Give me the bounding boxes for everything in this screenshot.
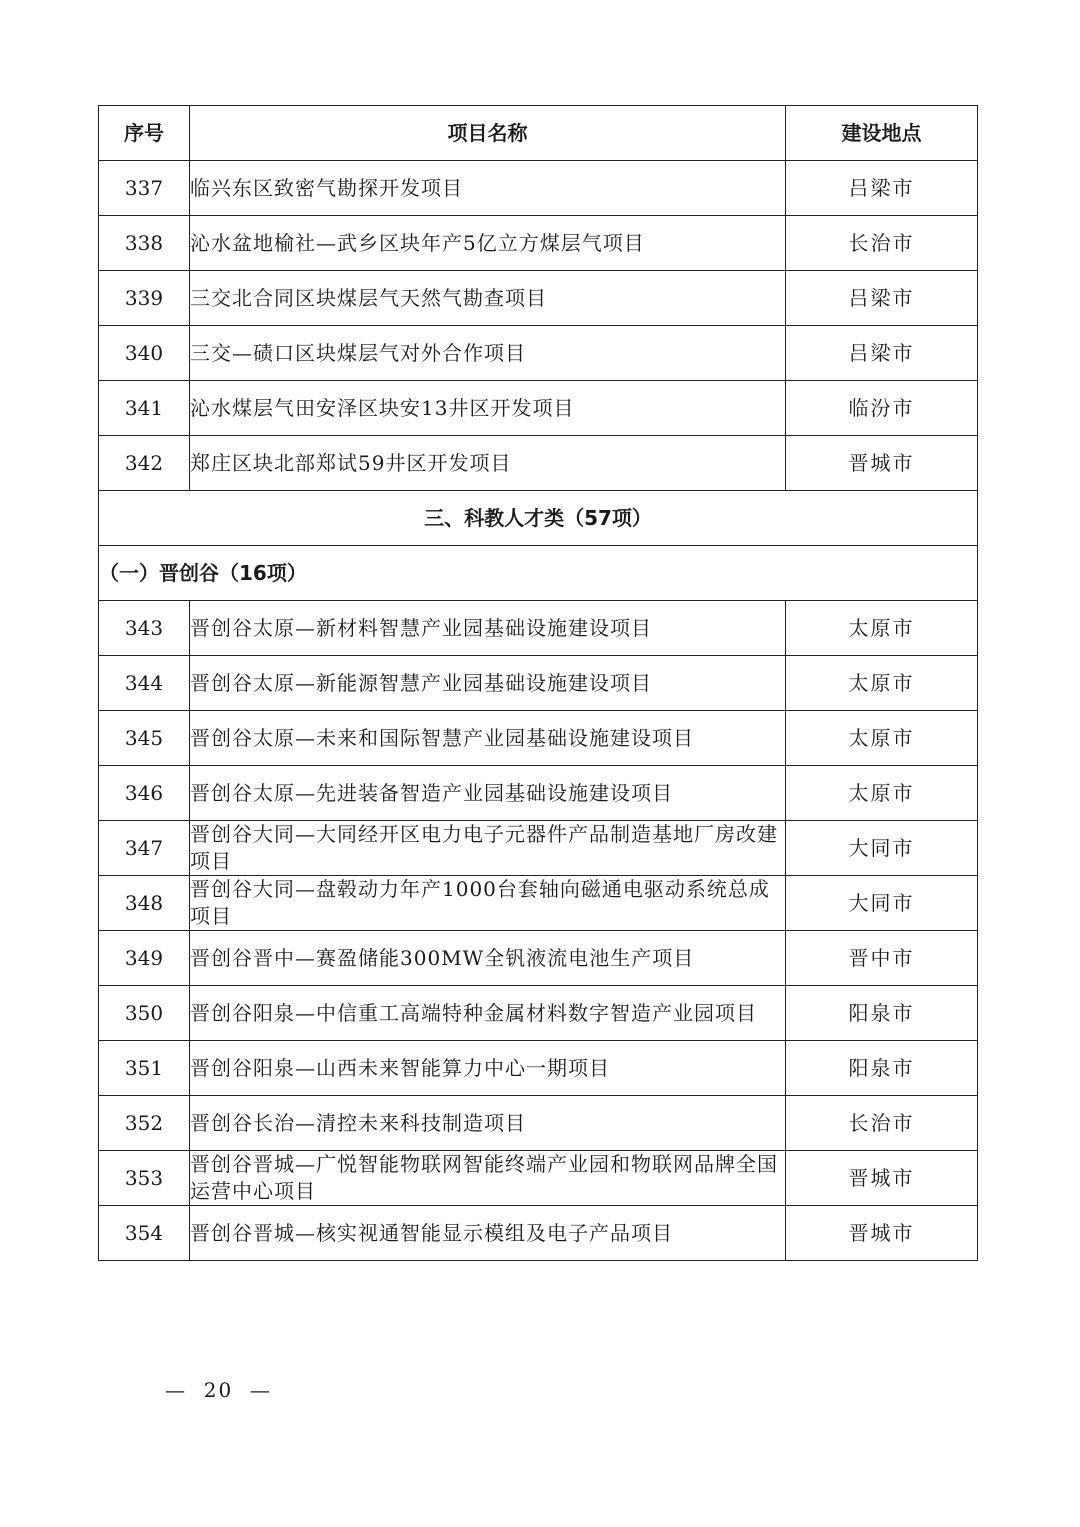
row-project-name: 郑庄区块北部郑试59井区开发项目 bbox=[190, 436, 786, 491]
table-row bbox=[99, 1041, 978, 1096]
table-row bbox=[99, 216, 978, 271]
row-project-name: 晋创谷晋城—广悦智能物联网智能终端产业园和物联网品牌全国运营中心项目 bbox=[190, 1151, 786, 1206]
row-number: 346 bbox=[99, 766, 190, 821]
row-location: 太原市 bbox=[786, 656, 978, 711]
table-row bbox=[99, 931, 978, 986]
project-table bbox=[98, 105, 978, 1261]
subsection-title: （一）晋创谷（16项） bbox=[99, 546, 978, 601]
table-row bbox=[99, 821, 978, 876]
row-location: 吕梁市 bbox=[786, 271, 978, 326]
table-row bbox=[99, 326, 978, 381]
row-location: 阳泉市 bbox=[786, 1041, 978, 1096]
table-row bbox=[99, 1096, 978, 1151]
row-number: 345 bbox=[99, 711, 190, 766]
row-project-name: 晋创谷阳泉—中信重工高端特种金属材料数字智造产业园项目 bbox=[190, 986, 786, 1041]
table-row bbox=[99, 711, 978, 766]
row-location: 太原市 bbox=[786, 711, 978, 766]
page-number: — 20 — bbox=[165, 1378, 272, 1402]
row-number: 343 bbox=[99, 601, 190, 656]
row-project-name: 晋创谷太原—新材料智慧产业园基础设施建设项目 bbox=[190, 601, 786, 656]
table-row bbox=[99, 436, 978, 491]
row-location: 太原市 bbox=[786, 766, 978, 821]
row-number: 340 bbox=[99, 326, 190, 381]
row-location: 晋城市 bbox=[786, 1206, 978, 1261]
row-number: 344 bbox=[99, 656, 190, 711]
row-location: 长治市 bbox=[786, 1096, 978, 1151]
row-project-name: 晋创谷太原—新能源智慧产业园基础设施建设项目 bbox=[190, 656, 786, 711]
table-row bbox=[99, 381, 978, 436]
row-location: 吕梁市 bbox=[786, 161, 978, 216]
row-number: 348 bbox=[99, 876, 190, 931]
row-location: 阳泉市 bbox=[786, 986, 978, 1041]
table-header-row bbox=[99, 106, 978, 161]
row-number: 354 bbox=[99, 1206, 190, 1261]
row-number: 338 bbox=[99, 216, 190, 271]
row-location: 晋中市 bbox=[786, 931, 978, 986]
table-row bbox=[99, 271, 978, 326]
row-number: 342 bbox=[99, 436, 190, 491]
table-row bbox=[99, 1151, 978, 1206]
table-row bbox=[99, 601, 978, 656]
header-location: 建设地点 bbox=[786, 106, 978, 161]
row-project-name: 三交北合同区块煤层气天然气勘查项目 bbox=[190, 271, 786, 326]
row-location: 晋城市 bbox=[786, 1151, 978, 1206]
row-project-name: 晋创谷阳泉—山西未来智能算力中心一期项目 bbox=[190, 1041, 786, 1096]
header-serial-number: 序号 bbox=[99, 106, 190, 161]
row-number: 337 bbox=[99, 161, 190, 216]
row-number: 339 bbox=[99, 271, 190, 326]
table-row bbox=[99, 161, 978, 216]
row-number: 353 bbox=[99, 1151, 190, 1206]
table-row bbox=[99, 766, 978, 821]
table-row bbox=[99, 656, 978, 711]
row-project-name: 晋创谷长治—清控未来科技制造项目 bbox=[190, 1096, 786, 1151]
row-number: 351 bbox=[99, 1041, 190, 1096]
row-number: 352 bbox=[99, 1096, 190, 1151]
table-row bbox=[99, 986, 978, 1041]
row-project-name: 沁水盆地榆社—武乡区块年产5亿立方煤层气项目 bbox=[190, 216, 786, 271]
document-page bbox=[98, 105, 977, 1261]
row-project-name: 三交—碛口区块煤层气对外合作项目 bbox=[190, 326, 786, 381]
row-number: 347 bbox=[99, 821, 190, 876]
section-title: 三、科教人才类（57项） bbox=[99, 491, 978, 546]
row-location: 大同市 bbox=[786, 821, 978, 876]
row-project-name: 晋创谷太原—未来和国际智慧产业园基础设施建设项目 bbox=[190, 711, 786, 766]
subsection-row bbox=[99, 546, 978, 601]
row-location: 晋城市 bbox=[786, 436, 978, 491]
table-row bbox=[99, 876, 978, 931]
row-project-name: 晋创谷太原—先进装备智造产业园基础设施建设项目 bbox=[190, 766, 786, 821]
row-project-name: 临兴东区致密气勘探开发项目 bbox=[190, 161, 786, 216]
row-location: 临汾市 bbox=[786, 381, 978, 436]
table-row bbox=[99, 1206, 978, 1261]
row-location: 大同市 bbox=[786, 876, 978, 931]
section-row bbox=[99, 491, 978, 546]
row-location: 吕梁市 bbox=[786, 326, 978, 381]
row-location: 太原市 bbox=[786, 601, 978, 656]
row-project-name: 晋创谷晋中—赛盈储能300MW全钒液流电池生产项目 bbox=[190, 931, 786, 986]
row-number: 341 bbox=[99, 381, 190, 436]
header-project-name: 项目名称 bbox=[190, 106, 786, 161]
row-number: 349 bbox=[99, 931, 190, 986]
row-number: 350 bbox=[99, 986, 190, 1041]
row-project-name: 晋创谷晋城—核实视通智能显示模组及电子产品项目 bbox=[190, 1206, 786, 1261]
row-location: 长治市 bbox=[786, 216, 978, 271]
row-project-name: 沁水煤层气田安泽区块安13井区开发项目 bbox=[190, 381, 786, 436]
row-project-name: 晋创谷大同—盘毂动力年产1000台套轴向磁通电驱动系统总成项目 bbox=[190, 876, 786, 931]
row-project-name: 晋创谷大同—大同经开区电力电子元器件产品制造基地厂房改建项目 bbox=[190, 821, 786, 876]
